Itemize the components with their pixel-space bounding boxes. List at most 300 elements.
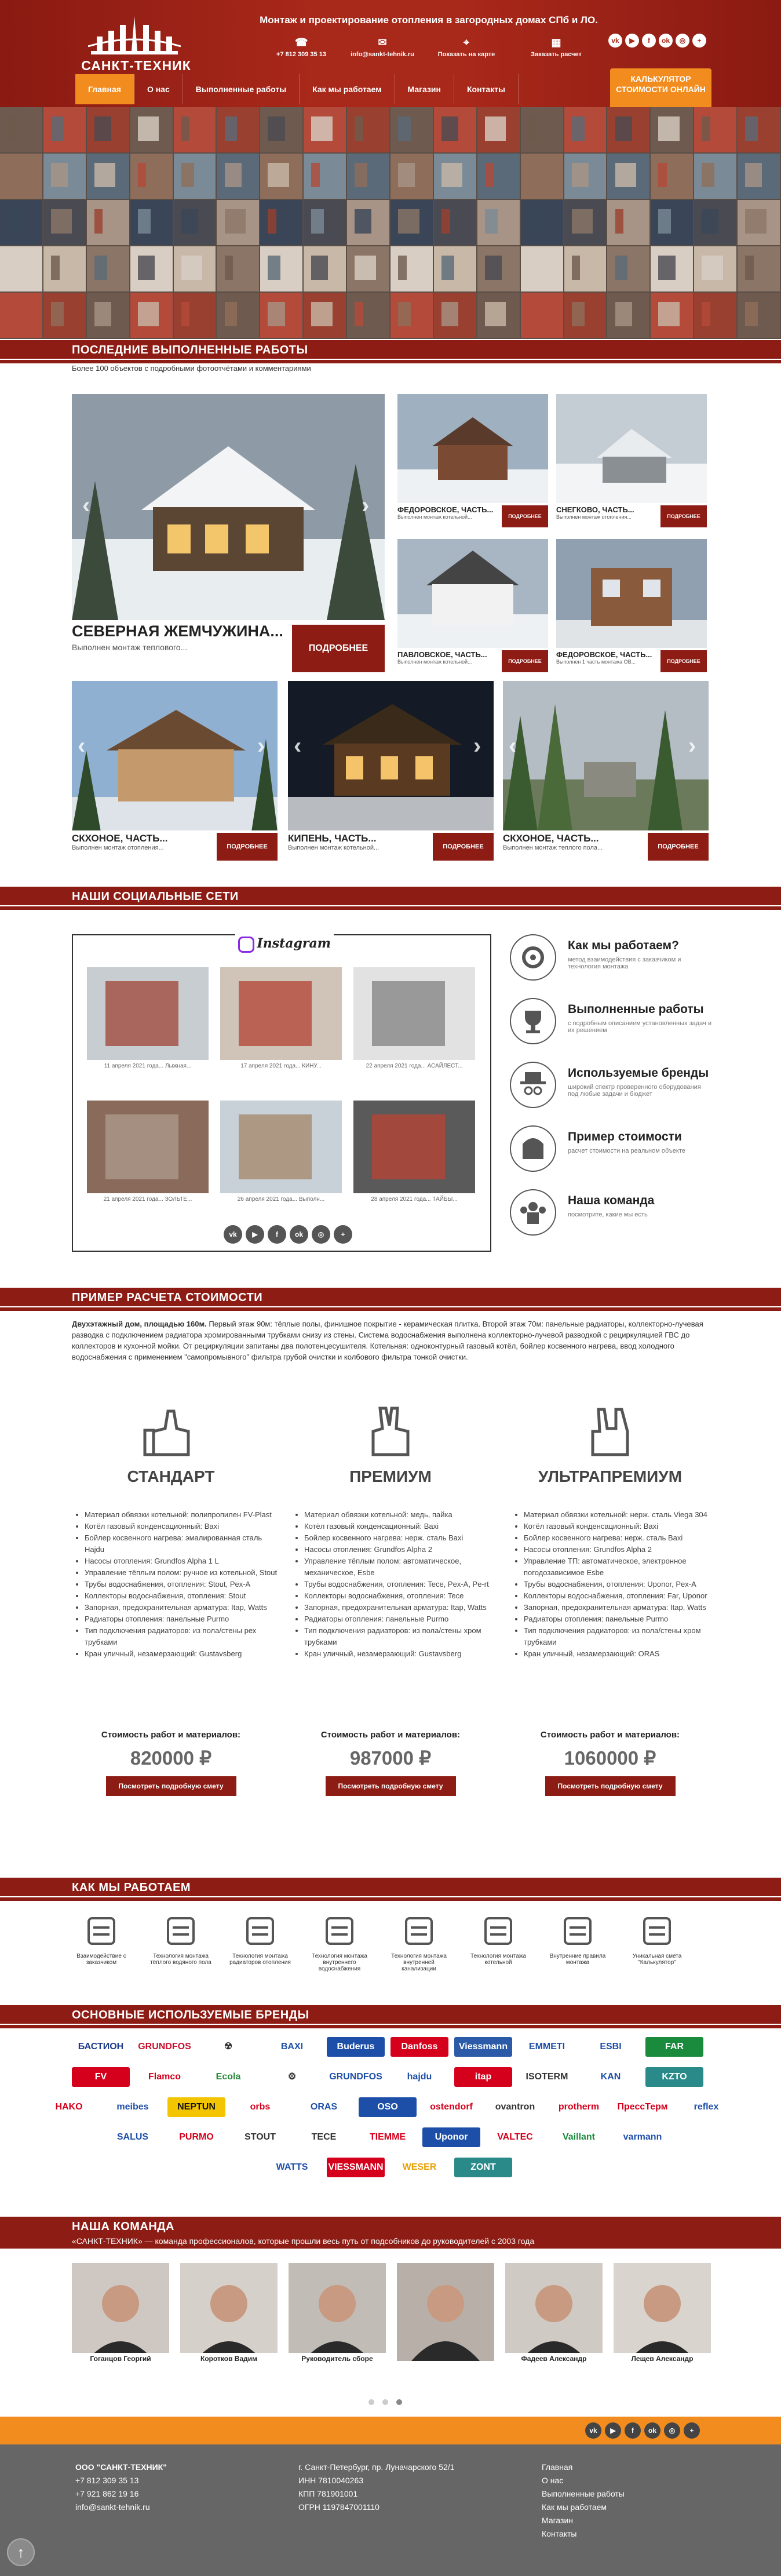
instagram-widget: [72, 934, 491, 1252]
brand-logo[interactable]: EMMETI: [528, 2042, 565, 2052]
prev-arrow-icon[interactable]: ‹: [509, 733, 517, 759]
work-card[interactable]: [72, 681, 278, 861]
brands-section-bar: [0, 2005, 781, 2024]
collage-photo: [564, 246, 607, 292]
plus-icon[interactable]: +: [692, 34, 706, 48]
collage-photo: [651, 107, 693, 152]
collage-photo: [434, 293, 476, 338]
footer-company: ООО "САНКТ-ТЕХНИК": [75, 2462, 167, 2472]
collage-photo: [0, 107, 42, 152]
brand-logo[interactable]: ZONT: [454, 2158, 512, 2177]
brand-logo[interactable]: ☢: [224, 2042, 233, 2052]
brands-title: ОСНОВНЫЕ ИСПОЛЬЗУЕМЫЕ БРЕНДЫ: [72, 2009, 309, 2021]
more-button[interactable]: ПОДРОБНЕЕ: [660, 650, 707, 672]
brand-logo[interactable]: ORAS: [310, 2102, 338, 2112]
slogan: Монтаж и проектирование отопления в загородных домах СПб и ЛО.: [260, 14, 598, 25]
calculator-button[interactable]: КАЛЬКУЛЯТОР СТОИМОСТИ ОНЛАЙН: [610, 68, 711, 107]
plan-name: СТАНДАРТ: [127, 1467, 215, 1485]
feature-how[interactable]: Как мы работаем? метод взаимодействия с заказчиком и технология монтажа: [510, 934, 718, 986]
brand-logo[interactable]: PURMO: [179, 2132, 214, 2142]
collage-photo: [130, 246, 173, 292]
header-map[interactable]: ⌖ Показать на карте: [437, 37, 495, 58]
more-button[interactable]: ПОДРОБНЕЕ: [217, 833, 278, 861]
works-subtitle: Более 100 объектов с подробными фотоотчётами и комментариями: [72, 364, 311, 373]
collage-photo: [607, 246, 649, 292]
collage-photo: [0, 200, 42, 245]
thumbs-up-peace-icon: [356, 1402, 425, 1460]
more-button[interactable]: ПОДРОБНЕЕ: [433, 833, 494, 861]
works-section-bar: [0, 340, 781, 359]
collage-photo: [304, 154, 346, 199]
collage-photo: [174, 107, 216, 152]
how-step[interactable]: Технология монтажа радиаторов отопления: [228, 1914, 292, 1966]
collage-photo: [738, 200, 780, 245]
collage-photo: [391, 107, 433, 152]
brand-logo[interactable]: WATTS: [276, 2162, 308, 2172]
scroll-up-icon[interactable]: ↑: [7, 2538, 35, 2566]
youtube-icon[interactable]: ▶: [625, 34, 639, 48]
facebook-icon[interactable]: f: [268, 1225, 286, 1244]
brand-logo[interactable]: STOUT: [244, 2132, 276, 2142]
collage-photo: [434, 154, 476, 199]
brand-logo[interactable]: orbs: [250, 2102, 271, 2112]
collage-photo: [174, 200, 216, 245]
price-value: 820000 ₽: [130, 1747, 212, 1769]
collage-photo: [738, 246, 780, 292]
collage-photo: [564, 200, 607, 245]
collage-photo: [521, 246, 563, 292]
collage-photo: [651, 154, 693, 199]
social-section-bar: [0, 887, 781, 905]
collage-photo: [0, 246, 42, 292]
dot[interactable]: [368, 2399, 374, 2405]
collage-photo: [521, 293, 563, 338]
footer-ogrn: ОГРН 1197847001110: [298, 2502, 379, 2512]
post-caption: 11 апреля 2021 года... Лыжная...: [104, 1063, 192, 1069]
calculator-icon: [640, 1914, 674, 1948]
estimate-button[interactable]: Посмотреть подробную смету: [326, 1776, 456, 1796]
collage-photo: [217, 107, 259, 152]
brand-logo[interactable]: Flamco: [148, 2072, 181, 2082]
instagram-icon[interactable]: ◎: [664, 2422, 680, 2439]
plan-name: УЛЬТРАПРЕМИУМ: [538, 1467, 683, 1485]
instagram-post[interactable]: [220, 1101, 342, 1193]
odnoklassniki-icon[interactable]: ok: [290, 1225, 308, 1244]
how-step[interactable]: Внутренние правила монтажа: [546, 1914, 610, 1966]
collage-photo: [347, 293, 389, 338]
collage-photo: [477, 293, 520, 338]
collage-photo: [564, 107, 607, 152]
logo-text: САНКТ-ТЕХНИК: [81, 58, 191, 73]
instagram-icon[interactable]: ◎: [312, 1225, 330, 1244]
instagram-post[interactable]: [87, 1101, 209, 1193]
brand-logo[interactable]: BAXI: [280, 2042, 304, 2052]
collage-photo: [130, 293, 173, 338]
collage-photo: [738, 154, 780, 199]
team-member[interactable]: [505, 2263, 603, 2364]
prev-arrow-icon[interactable]: ‹: [82, 493, 90, 518]
instagram-post[interactable]: [353, 1101, 475, 1193]
price-label: Стоимость работ и материалов:: [320, 1730, 461, 1740]
collage-photo: [217, 154, 259, 199]
work-desc: Выполнен монтаж теплового...: [72, 643, 188, 652]
work-card[interactable]: [288, 681, 494, 861]
instagram-post[interactable]: [220, 967, 342, 1060]
how-step[interactable]: Технология монтажа тёплого водяного пола: [149, 1914, 213, 1966]
collage-photo: [391, 293, 433, 338]
more-button[interactable]: ПОДРОБНЕЕ: [292, 625, 385, 672]
collage-photo: [347, 200, 389, 245]
handshake-gear-icon: [510, 934, 556, 981]
facebook-icon[interactable]: f: [642, 34, 656, 48]
faucet-icon: [322, 1914, 357, 1948]
member-name: Гоганцов Георгий: [72, 2353, 169, 2364]
work-desc: Выполнен монтаж отопления...: [556, 514, 632, 520]
pricing-title: ПРИМЕР РАСЧЕТА СТОИМОСТИ: [72, 1291, 263, 1304]
plus-icon[interactable]: +: [334, 1225, 352, 1244]
carousel-dots: [368, 2399, 402, 2405]
footer-link[interactable]: Контакты: [542, 2529, 577, 2538]
brand-logo[interactable]: reflex: [694, 2102, 719, 2112]
collage-photo: [217, 200, 259, 245]
work-title: ФЕДОРОВСКОЕ, ЧАСТЬ...: [556, 650, 652, 659]
house-photo: [72, 394, 385, 620]
calculator-icon: ▦: [551, 37, 561, 48]
collage-photo: [434, 246, 476, 292]
collage-photo: [43, 246, 86, 292]
brand-logo[interactable]: Vaillant: [562, 2132, 596, 2142]
brand-logo[interactable]: itap: [454, 2067, 512, 2087]
collage-photo: [43, 200, 86, 245]
collage-photo: [87, 293, 129, 338]
nav-shop[interactable]: Магазин: [395, 74, 454, 104]
collage-photo: [260, 246, 302, 292]
wallet-icon: [510, 1125, 556, 1172]
collage-photo: [87, 154, 129, 199]
nav-contacts[interactable]: Контакты: [454, 74, 519, 104]
collage-photo: [347, 154, 389, 199]
brand-logo[interactable]: GRUNDFOS: [138, 2042, 191, 2052]
collage-photo: [434, 107, 476, 152]
brand-logo[interactable]: ESBI: [600, 2042, 622, 2052]
brand-logo[interactable]: БАСТИОН: [78, 2042, 124, 2052]
how-title: КАК МЫ РАБОТАЕМ: [72, 1881, 191, 1894]
brand-logo[interactable]: KZTO: [645, 2067, 703, 2087]
how-step[interactable]: Технология монтажа внутреннего водоснабжения: [308, 1914, 371, 1972]
collage-photo: [304, 107, 346, 152]
work-title: СЕВЕРНАЯ ЖЕМЧУЖИНА...: [72, 622, 283, 640]
instagram-icon[interactable]: ◎: [676, 34, 689, 48]
work-featured[interactable]: [72, 394, 385, 672]
nav-works[interactable]: Выполненные работы: [183, 74, 300, 104]
plan-items: • Материал обвязки котельной: полипропилен FV-Plast • Котёл газовый конденсационный: Baxi • Бойлер косвенного нагрева: эмалированная сталь Hajdu • Насосы отопления: Grundfos Alpha 1 L • Управление тёплым полом: ручное из котельной, Stout • Трубы водоснабжения, отопления: Stout, Pex-A • Коллекторы водоснабжения, отопления: Stout • Запорная, предохранительная арматура: Itap, Watts • Радиаторы отопления: панельные Purmo • Тип подключения радиаторов: из пола/стены рех трубками • Кран уличный, незамерзающий: Gustavsberg: [64, 1509, 278, 1660]
more-button[interactable]: ПОДРОБНЕЕ: [648, 833, 709, 861]
collage-photo: [477, 200, 520, 245]
odnoklassniki-icon[interactable]: ok: [659, 34, 673, 48]
footer-link[interactable]: Главная: [542, 2462, 573, 2472]
next-arrow-icon[interactable]: ›: [473, 733, 481, 759]
estimate-button[interactable]: Посмотреть подробную смету: [106, 1776, 236, 1796]
collage-photo: [607, 107, 649, 152]
collage-photo: [347, 246, 389, 292]
brand-logo[interactable]: ovantron: [495, 2102, 535, 2112]
collage-photo: [260, 154, 302, 199]
prev-arrow-icon[interactable]: ‹: [78, 733, 86, 759]
collage-photo: [130, 107, 173, 152]
collage-photo: [260, 107, 302, 152]
brand-logo[interactable]: ISOTERM: [525, 2072, 568, 2082]
collage-photo: [391, 246, 433, 292]
heat-floor-icon: [163, 1914, 198, 1948]
feature-team[interactable]: Наша команда посмотрите, какие мы есть: [510, 1189, 718, 1241]
how-step[interactable]: Взаимодействие с заказчиком: [70, 1914, 133, 1966]
team-member[interactable]: [397, 2263, 494, 2364]
header-phone[interactable]: ☎ +7 812 309 35 13: [276, 37, 326, 58]
footer-link[interactable]: О нас: [542, 2476, 564, 2485]
team-subtitle: «САНКТ-ТЕХНИК» — команда профессионалов, которые прошли весь путь от подсобников до руководителей с 2003 года: [72, 2236, 535, 2246]
collage-photo: [607, 200, 649, 245]
brand-logo[interactable]: Uponor: [422, 2127, 480, 2147]
youtube-icon[interactable]: ▶: [605, 2422, 621, 2439]
nav-home[interactable]: Главная: [75, 74, 134, 104]
instagram-label: Instagram: [257, 936, 331, 951]
feature-brands[interactable]: Используемые бренды широкий спектр проверенного оборудования под любые задачи и бюджет: [510, 1062, 718, 1114]
brand-logo[interactable]: Buderus: [327, 2037, 385, 2057]
footer-phone[interactable]: +7 921 862 19 16: [75, 2489, 139, 2498]
work-title: КИПЕНЬ, ЧАСТЬ...: [288, 833, 377, 844]
collage-photo: [694, 246, 736, 292]
work-desc: Выполнен монтаж котельной...: [397, 659, 472, 665]
how-step[interactable]: Технология монтажа котельной: [466, 1914, 530, 1966]
collage-photo: [174, 154, 216, 199]
header-order[interactable]: ▦ Заказать расчет: [531, 37, 582, 58]
brand-logo[interactable]: Viessmann: [454, 2037, 512, 2057]
next-arrow-icon[interactable]: ›: [362, 493, 370, 518]
radiator-icon: [243, 1914, 278, 1948]
vk-icon[interactable]: vk: [608, 34, 622, 48]
main-nav: [75, 74, 519, 104]
work-card[interactable]: [556, 394, 707, 527]
trophy-icon: [510, 998, 556, 1044]
collage-photo: [260, 200, 302, 245]
brand-logo[interactable]: ⚙: [287, 2072, 297, 2082]
work-card[interactable]: [556, 539, 707, 672]
work-desc: Выполнен монтаж теплого пола...: [503, 844, 603, 851]
collage-photo: [43, 107, 86, 152]
collage-photo: [130, 200, 173, 245]
member-name: [397, 2361, 494, 2364]
phone-icon: ☎: [295, 37, 308, 48]
collage-photo: [477, 154, 520, 199]
brand-logo[interactable]: protherm: [558, 2102, 600, 2112]
collage-photo: [217, 293, 259, 338]
instagram-logo-icon: [238, 937, 254, 953]
collage-photo: [217, 246, 259, 292]
prev-arrow-icon[interactable]: ‹: [294, 733, 302, 759]
brand-logo[interactable]: Danfoss: [391, 2037, 448, 2057]
thumbs-up-icon: [136, 1402, 206, 1460]
facebook-icon[interactable]: f: [625, 2422, 641, 2439]
brand-logo[interactable]: ПрессТерм: [617, 2102, 668, 2112]
collage-photo: [738, 107, 780, 152]
brand-logo[interactable]: TECE: [311, 2132, 337, 2142]
footer-link[interactable]: Выполненные работы: [542, 2489, 625, 2498]
work-desc: Выполнен монтаж котельной...: [288, 844, 379, 851]
pipe-icon: [402, 1914, 436, 1948]
brand-logo[interactable]: hajdu: [407, 2072, 432, 2082]
footer-kpp: КПП 781901001: [298, 2489, 358, 2498]
footer-link[interactable]: Как мы работаем: [542, 2502, 607, 2512]
team-section-bar: [0, 2217, 781, 2234]
collage-photo: [0, 154, 42, 199]
logo-building-icon: [88, 16, 181, 57]
brand-logo[interactable]: FAR: [645, 2037, 703, 2057]
youtube-icon[interactable]: ▶: [246, 1225, 264, 1244]
collage-photo: [651, 246, 693, 292]
collage-photo: [87, 246, 129, 292]
boiler-icon: [481, 1914, 516, 1948]
collage-photo: [130, 154, 173, 199]
email-icon: ✉: [378, 37, 387, 48]
brand-logo[interactable]: KAN: [600, 2072, 621, 2082]
works-title: ПОСЛЕДНИЕ ВЫПОЛНЕННЫЕ РАБОТЫ: [72, 344, 308, 356]
collage-photo: [694, 293, 736, 338]
vk-icon[interactable]: vk: [585, 2422, 601, 2439]
footer-social-strip: [0, 2417, 781, 2444]
feature-works[interactable]: Выполненные работы с подробным описанием установленных задач и их решением: [510, 998, 718, 1050]
how-step[interactable]: Технология монтажа внутренней канализации: [387, 1914, 451, 1972]
footer-link[interactable]: Магазин: [542, 2516, 574, 2525]
how-step[interactable]: Уникальная смета "Калькулятор": [625, 1914, 689, 1966]
team-member[interactable]: [614, 2263, 711, 2364]
collage-photo: [260, 293, 302, 338]
work-title: СКХОНОЕ, ЧАСТЬ...: [72, 833, 168, 844]
team-member[interactable]: [180, 2263, 278, 2364]
map-pin-icon: ⌖: [463, 37, 470, 48]
collage-photo: [0, 293, 42, 338]
collage-photo: [477, 107, 520, 152]
pricing-section-bar: [0, 1288, 781, 1306]
collage-photo: [477, 246, 520, 292]
brand-logo[interactable]: NEPTUN: [167, 2097, 225, 2117]
brand-logo[interactable]: FV: [72, 2067, 130, 2087]
brand-logo[interactable]: SALUS: [116, 2132, 149, 2142]
brand-logo[interactable]: Ecola: [216, 2072, 241, 2082]
work-title: ПАВЛОВСКОЕ, ЧАСТЬ...: [397, 650, 487, 659]
header-social: [608, 34, 706, 48]
work-card[interactable]: [397, 539, 548, 672]
work-title: ФЕДОРОВСКОЕ, ЧАСТЬ...: [397, 505, 494, 514]
site-footer: [0, 2444, 781, 2576]
logo[interactable]: [75, 10, 197, 77]
estimate-button[interactable]: Посмотреть подробную смету: [545, 1776, 676, 1796]
instagram-post[interactable]: [353, 967, 475, 1060]
collage-photo: [607, 154, 649, 199]
collage-photo: [43, 154, 86, 199]
collage-photo: [651, 200, 693, 245]
plan-premium: [283, 1402, 498, 1660]
plan-items: • Материал обвязки котельной: медь, пайка • Котёл газовый конденсационный: Baxi • Бойлер косвенного нагрева: нерж. сталь Baxi • Насосы отопления: Grundfos Alpha 2 • Управление тёплым полом: автоматическое, механическое, Esbe • Трубы водоснабжения, отопления: Tece, Pex-A, Pe-rt • Коллекторы водоснабжения, отопления: Tece • Запорная, предохранительная арматура: Itap, Watts • Радиаторы отопления: панельные Purmo • Тип подключения радиаторов: из пола/стены хром трубками • Кран уличный, незамерзающий: Gustavsberg: [283, 1509, 498, 1660]
dot[interactable]: [396, 2399, 402, 2405]
more-button[interactable]: ПОДРОБНЕЕ: [502, 650, 548, 672]
brand-logo[interactable]: GRUNDFOS: [329, 2072, 382, 2082]
work-card[interactable]: [503, 681, 709, 861]
next-arrow-icon[interactable]: ›: [257, 733, 265, 759]
more-button[interactable]: ПОДРОБНЕЕ: [502, 505, 548, 527]
team-member[interactable]: [72, 2263, 169, 2364]
header-email[interactable]: ✉ info@sankt-tehnik.ru: [351, 37, 414, 58]
collage-photo: [607, 293, 649, 338]
brand-logo[interactable]: TIEMME: [369, 2132, 406, 2142]
brand-logo[interactable]: OSO: [359, 2097, 417, 2117]
price-label: Стоимость работ и материалов:: [101, 1730, 241, 1740]
dot[interactable]: [382, 2399, 388, 2405]
work-card[interactable]: [397, 394, 548, 527]
team-title: НАША КОМАНДА: [72, 2220, 174, 2233]
collage-photo: [87, 200, 129, 245]
member-name: Руководитель сборе: [289, 2353, 386, 2364]
price-value: 987000 ₽: [349, 1747, 432, 1769]
work-title: СНЕГКОВО, ЧАСТЬ...: [556, 505, 634, 514]
post-caption: 17 апреля 2021 года... КИНУ...: [240, 1063, 322, 1069]
plus-icon[interactable]: +: [684, 2422, 700, 2439]
collage-photo: [521, 200, 563, 245]
collage-photo: [87, 107, 129, 152]
brand-logo[interactable]: WESER: [402, 2162, 437, 2172]
more-button[interactable]: ПОДРОБНЕЕ: [660, 505, 707, 527]
post-caption: 21 апреля 2021 года... ЗОЛЬТЕ...: [103, 1196, 192, 1203]
collage-photo: [694, 200, 736, 245]
plan-name: ПРЕМИУМ: [349, 1467, 432, 1485]
post-caption: 28 апреля 2021 года... ТАЙБЫ...: [371, 1196, 458, 1203]
brand-logo[interactable]: VALTEC: [497, 2132, 533, 2142]
brand-logo[interactable]: HAKO: [55, 2102, 83, 2112]
post-caption: 22 апреля 2021 года... АСАЙЛЕСТ...: [366, 1063, 463, 1069]
vk-icon[interactable]: vk: [224, 1225, 242, 1244]
nav-how[interactable]: Как мы работаем: [300, 74, 395, 104]
collage-photo: [694, 154, 736, 199]
footer-phone[interactable]: +7 812 309 35 13: [75, 2476, 139, 2485]
brand-logo[interactable]: meibes: [116, 2102, 149, 2112]
odnoklassniki-icon[interactable]: ok: [644, 2422, 660, 2439]
team-member[interactable]: [289, 2263, 386, 2364]
pricing-intro: Двухэтажный дом, площадью 160м. Первый этаж 90м: тёплые полы, финишное покрытие - керамическая плитка. Второй этаж 70м: панельные радиаторы, коллекторно-лучевая разводка с подключением радиатора хромированными трубками снизу из стены. Система водоснабжения выполнена коллекторно-лучевой разводкой с рециркуляцией ГВС до коллекторов и кухонной мойки. От рециркуляции запитаны два полотенцесушителя. Котельная: одноконтурный газовый котёл, бойлер косвенного нагрева, ввод холодного водоснабжения с применением "самопромывного" фильтра грубой очистки и колбового фильтра тонкой очистки.: [72, 1320, 703, 1361]
collage-photo: [434, 200, 476, 245]
collage-photo: [43, 293, 86, 338]
brand-logo[interactable]: VIESSMANN: [327, 2158, 385, 2177]
footer-email[interactable]: info@sankt-tehnik.ru: [75, 2502, 150, 2512]
nav-about[interactable]: О нас: [134, 74, 183, 104]
work-title: СКХОНОЕ, ЧАСТЬ...: [503, 833, 599, 844]
feature-price[interactable]: Пример стоимости расчет стоимости на реальном объекте: [510, 1125, 718, 1178]
price-value: 1060000 ₽: [564, 1747, 656, 1769]
social-title: НАШИ СОЦИАЛЬНЫЕ СЕТИ: [72, 890, 239, 903]
member-name: Лещев Александр: [614, 2353, 711, 2364]
brand-logo[interactable]: varmann: [623, 2132, 662, 2142]
collage-photo: [174, 293, 216, 338]
footer-inn: ИНН 7810040263: [298, 2476, 364, 2485]
brand-logo[interactable]: ostendorf: [430, 2102, 473, 2112]
instagram-post[interactable]: [87, 967, 209, 1060]
handshake-icon: [84, 1914, 119, 1948]
next-arrow-icon[interactable]: ›: [688, 733, 696, 759]
collage-photo: [391, 200, 433, 245]
footer-address: г. Санкт-Петербург, пр. Луначарского 52/1: [298, 2462, 455, 2472]
member-name: Коротков Вадим: [180, 2353, 278, 2364]
team-icon: [510, 1189, 556, 1236]
work-desc: Выполнен 1 часть монтажа ОВ...: [556, 659, 636, 665]
work-desc: Выполнен монтаж котельной...: [397, 514, 472, 520]
